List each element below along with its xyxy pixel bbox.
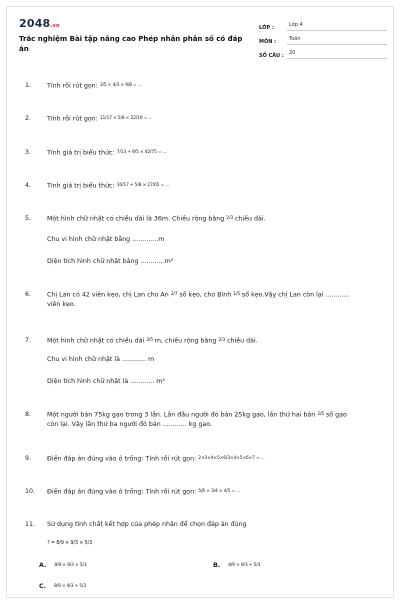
class-label: LỚP : — [259, 25, 274, 31]
subject-value: Toán — [287, 35, 387, 45]
question-text-end[interactable]: số kẹo.Vậy chị Lan còn lại ............ — [241, 291, 350, 299]
option-letter: A. — [39, 562, 47, 569]
question-number: 9. — [25, 455, 32, 462]
question-text: Một hình chữ nhật có chiều dài là 36m. Chiều rộng bằng — [47, 215, 225, 223]
question-number: 5. — [25, 215, 32, 222]
question-text: Tính rồi rút gọn: — [47, 115, 98, 123]
option-a[interactable] — [39, 562, 86, 569]
logo-tld: .vn — [50, 23, 60, 29]
option-letter: C. — [39, 583, 47, 590]
option-expression: 8/9 × 9/3 × 5/3 — [54, 562, 87, 568]
question-expression[interactable]: 5/6 × 3/4 × 4/5 = ... — [198, 489, 241, 494]
question-fraction: 2/7 — [170, 292, 178, 297]
question-number: 3. — [25, 149, 32, 156]
question-fraction: 2/5 — [317, 412, 324, 417]
question-number: 11. — [25, 521, 36, 528]
option-expression: 8/9 × 9/3 + 5/3 — [228, 562, 261, 568]
question-number: 7. — [25, 337, 32, 344]
option-expression: 8/9 × 9/3 + 5/3 — [54, 583, 87, 589]
q11-stem — [47, 540, 92, 547]
question-fraction-2: 1/5 — [233, 292, 240, 297]
option-c[interactable] — [39, 583, 86, 590]
question-text: Một hình chữ nhật có chiều dài — [47, 337, 145, 345]
q7-perimeter-blank[interactable]: Chu vi hình chữ nhật là ............ m — [47, 356, 155, 363]
question-line-2[interactable]: còn lại. Vậy lần thứ ba người đó bán ............ kg gạo. — [47, 420, 213, 428]
q11-stem-expression: ? = 8/9 × 9/3 × 5/3 — [47, 540, 93, 546]
question-number: 8. — [25, 411, 32, 418]
count-value: 20 — [287, 49, 387, 59]
question-fraction: 2/3 — [226, 216, 233, 221]
question-text: Tính rồi rút gọn: — [47, 82, 98, 90]
logo-text: 2048 — [19, 17, 51, 30]
question-number: 4. — [25, 182, 32, 189]
question-text-end: số gạo — [325, 411, 347, 419]
meta-subject-row — [259, 33, 387, 45]
q5-area-blank[interactable]: Diện tích hình chữ nhật bằng ............m² — [47, 258, 174, 265]
question-number: 2. — [25, 115, 32, 122]
option-b[interactable] — [213, 562, 260, 569]
question-text: Điền đáp án đúng vào ô trống: Tính rồi rút gọn: — [47, 488, 197, 496]
question-expression: 3/5 × 4/3 × 9/8 = ... — [99, 83, 142, 88]
question-text: Chị Lan có 42 viên kẹo, chị Lan cho An — [47, 291, 169, 299]
question-text-end: chiều dài. — [234, 215, 266, 223]
worksheet-page — [6, 6, 394, 598]
question-text: Sử dụng tính chất kết hợp của phép nhân để chọn đáp án đúng — [47, 521, 247, 528]
q5-perimeter-blank[interactable]: Chu vi hình chữ nhật bằng .............m — [47, 236, 165, 243]
question-line-2: viên kẹo. — [47, 300, 76, 308]
question-expression: 10/17 + 5/8 × 27/65 = ... — [116, 183, 170, 188]
question-expression[interactable]: 2×3×4×5×6/3×4×5×6×7 = ... — [198, 456, 265, 461]
question-number: 6. — [25, 291, 32, 298]
question-expression: 7/13 + 9/5 × 42/75 = ... — [116, 150, 167, 155]
question-text-mid: số kẹo, cho Bình — [179, 291, 232, 299]
q7-area-blank[interactable]: Diện tích hình chữ nhật là ............ m² — [47, 378, 165, 385]
class-value: Lớp 4 — [287, 21, 387, 31]
meta-panel — [259, 19, 387, 61]
question-text: Tính giá trị biểu thức: — [47, 182, 115, 190]
question-text-end: chiều dài. — [227, 337, 258, 345]
option-letter: B. — [213, 562, 221, 569]
question-number: 1. — [25, 82, 32, 89]
question-text: Một người bán 75kg gạo trong 3 lần. Lần đầu người đó bán 25kg gạo, lần thứ hai bán — [47, 411, 316, 419]
site-logo[interactable] — [19, 17, 60, 30]
meta-count-row — [259, 47, 387, 59]
question-text-mid: m, chiều rộng bằng — [154, 337, 217, 345]
count-label: SỐ CÂU : — [259, 53, 284, 59]
question-text: Điền đáp án đúng vào ô trống: Tính rồi rút gọn: — [47, 455, 197, 463]
subject-label: MÔN : — [259, 39, 277, 45]
page-title: Trắc nghiệm Bài tập nâng cao Phép nhân phân số có đáp án — [19, 35, 243, 53]
question-text: Tính giá trị biểu thức: — [47, 149, 115, 157]
question-fraction-2: 2/3 — [218, 338, 226, 343]
meta-class-row — [259, 19, 387, 31]
question-expression: 11/17 × 5/8 × 22/19 = ... — [99, 116, 153, 121]
question-number: 10. — [25, 488, 36, 495]
question-fraction: 3/5 — [146, 338, 153, 343]
